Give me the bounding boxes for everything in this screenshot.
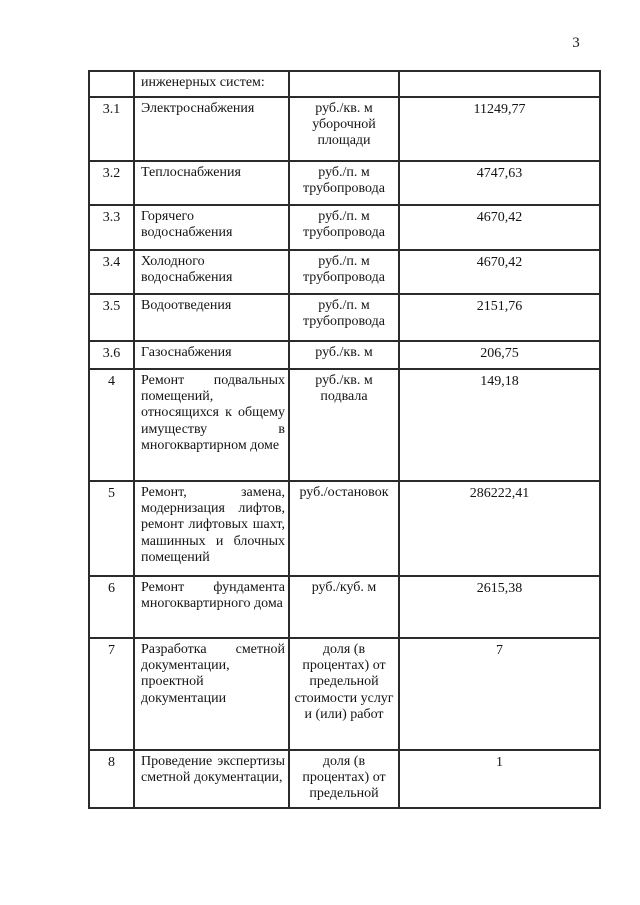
row-number: 3.5 <box>89 294 134 341</box>
row-description: Ремонт подвальных помещений, относящихся к общему имуществу в многоквартирном доме <box>134 369 289 481</box>
row-value: 7 <box>399 638 600 750</box>
row-number: 7 <box>89 638 134 750</box>
table-row <box>89 369 600 481</box>
row-number: 4 <box>89 369 134 481</box>
row-unit: руб./п. м трубопровода <box>289 161 399 205</box>
row-unit: доля (в процентах) от предельной стоимости услуг и (или) работ <box>289 638 399 750</box>
table-row <box>89 638 600 750</box>
row-unit: руб./п. м трубопровода <box>289 294 399 341</box>
row-number: 3.4 <box>89 250 134 294</box>
row-description: Проведение экспертизы сметной документации, <box>134 750 289 808</box>
row-unit: руб./кв. м уборочной площади <box>289 97 399 161</box>
row-number: 8 <box>89 750 134 808</box>
row-number: 3.2 <box>89 161 134 205</box>
row-description: Разработка сметной документации, проектной документации <box>134 638 289 750</box>
row-number <box>89 71 134 97</box>
row-value: 2151,76 <box>399 294 600 341</box>
table-row <box>89 294 600 341</box>
row-number: 3.6 <box>89 341 134 369</box>
row-value <box>399 71 600 97</box>
row-value: 4670,42 <box>399 205 600 250</box>
row-number: 5 <box>89 481 134 576</box>
row-unit: руб./кв. м подвала <box>289 369 399 481</box>
row-value: 206,75 <box>399 341 600 369</box>
row-unit <box>289 71 399 97</box>
row-unit: доля (в процентах) от предельной <box>289 750 399 808</box>
row-number: 6 <box>89 576 134 638</box>
row-description: Газоснабжения <box>134 341 289 369</box>
table-row <box>89 205 600 250</box>
row-unit: руб./куб. м <box>289 576 399 638</box>
row-value: 2615,38 <box>399 576 600 638</box>
table-row <box>89 750 600 808</box>
row-number: 3.1 <box>89 97 134 161</box>
row-description: Электроснабжения <box>134 97 289 161</box>
row-unit: руб./п. м трубопровода <box>289 205 399 250</box>
row-description: Холодного водоснабжения <box>134 250 289 294</box>
row-description: Горячего водоснабжения <box>134 205 289 250</box>
row-description: инженерных систем: <box>134 71 289 97</box>
row-description: Ремонт фундамента многоквартирного дома <box>134 576 289 638</box>
row-value: 149,18 <box>399 369 600 481</box>
table-row <box>89 481 600 576</box>
row-value: 4670,42 <box>399 250 600 294</box>
row-description: Ремонт, замена, модернизация лифтов, ремонт лифтовых шахт, машинных и блочных помещений <box>134 481 289 576</box>
row-description: Водоотведения <box>134 294 289 341</box>
row-value: 286222,41 <box>399 481 600 576</box>
table-row <box>89 341 600 369</box>
table-row <box>89 97 600 161</box>
cost-limits-table <box>88 70 601 809</box>
table-row <box>89 71 600 97</box>
table-row <box>89 161 600 205</box>
row-unit: руб./кв. м <box>289 341 399 369</box>
row-value: 4747,63 <box>399 161 600 205</box>
row-description: Теплоснабжения <box>134 161 289 205</box>
table-row <box>89 576 600 638</box>
row-value: 11249,77 <box>399 97 600 161</box>
table-row <box>89 250 600 294</box>
row-unit: руб./остановок <box>289 481 399 576</box>
page-number: 3 <box>572 35 580 51</box>
row-number: 3.3 <box>89 205 134 250</box>
row-value: 1 <box>399 750 600 808</box>
row-unit: руб./п. м трубопровода <box>289 250 399 294</box>
